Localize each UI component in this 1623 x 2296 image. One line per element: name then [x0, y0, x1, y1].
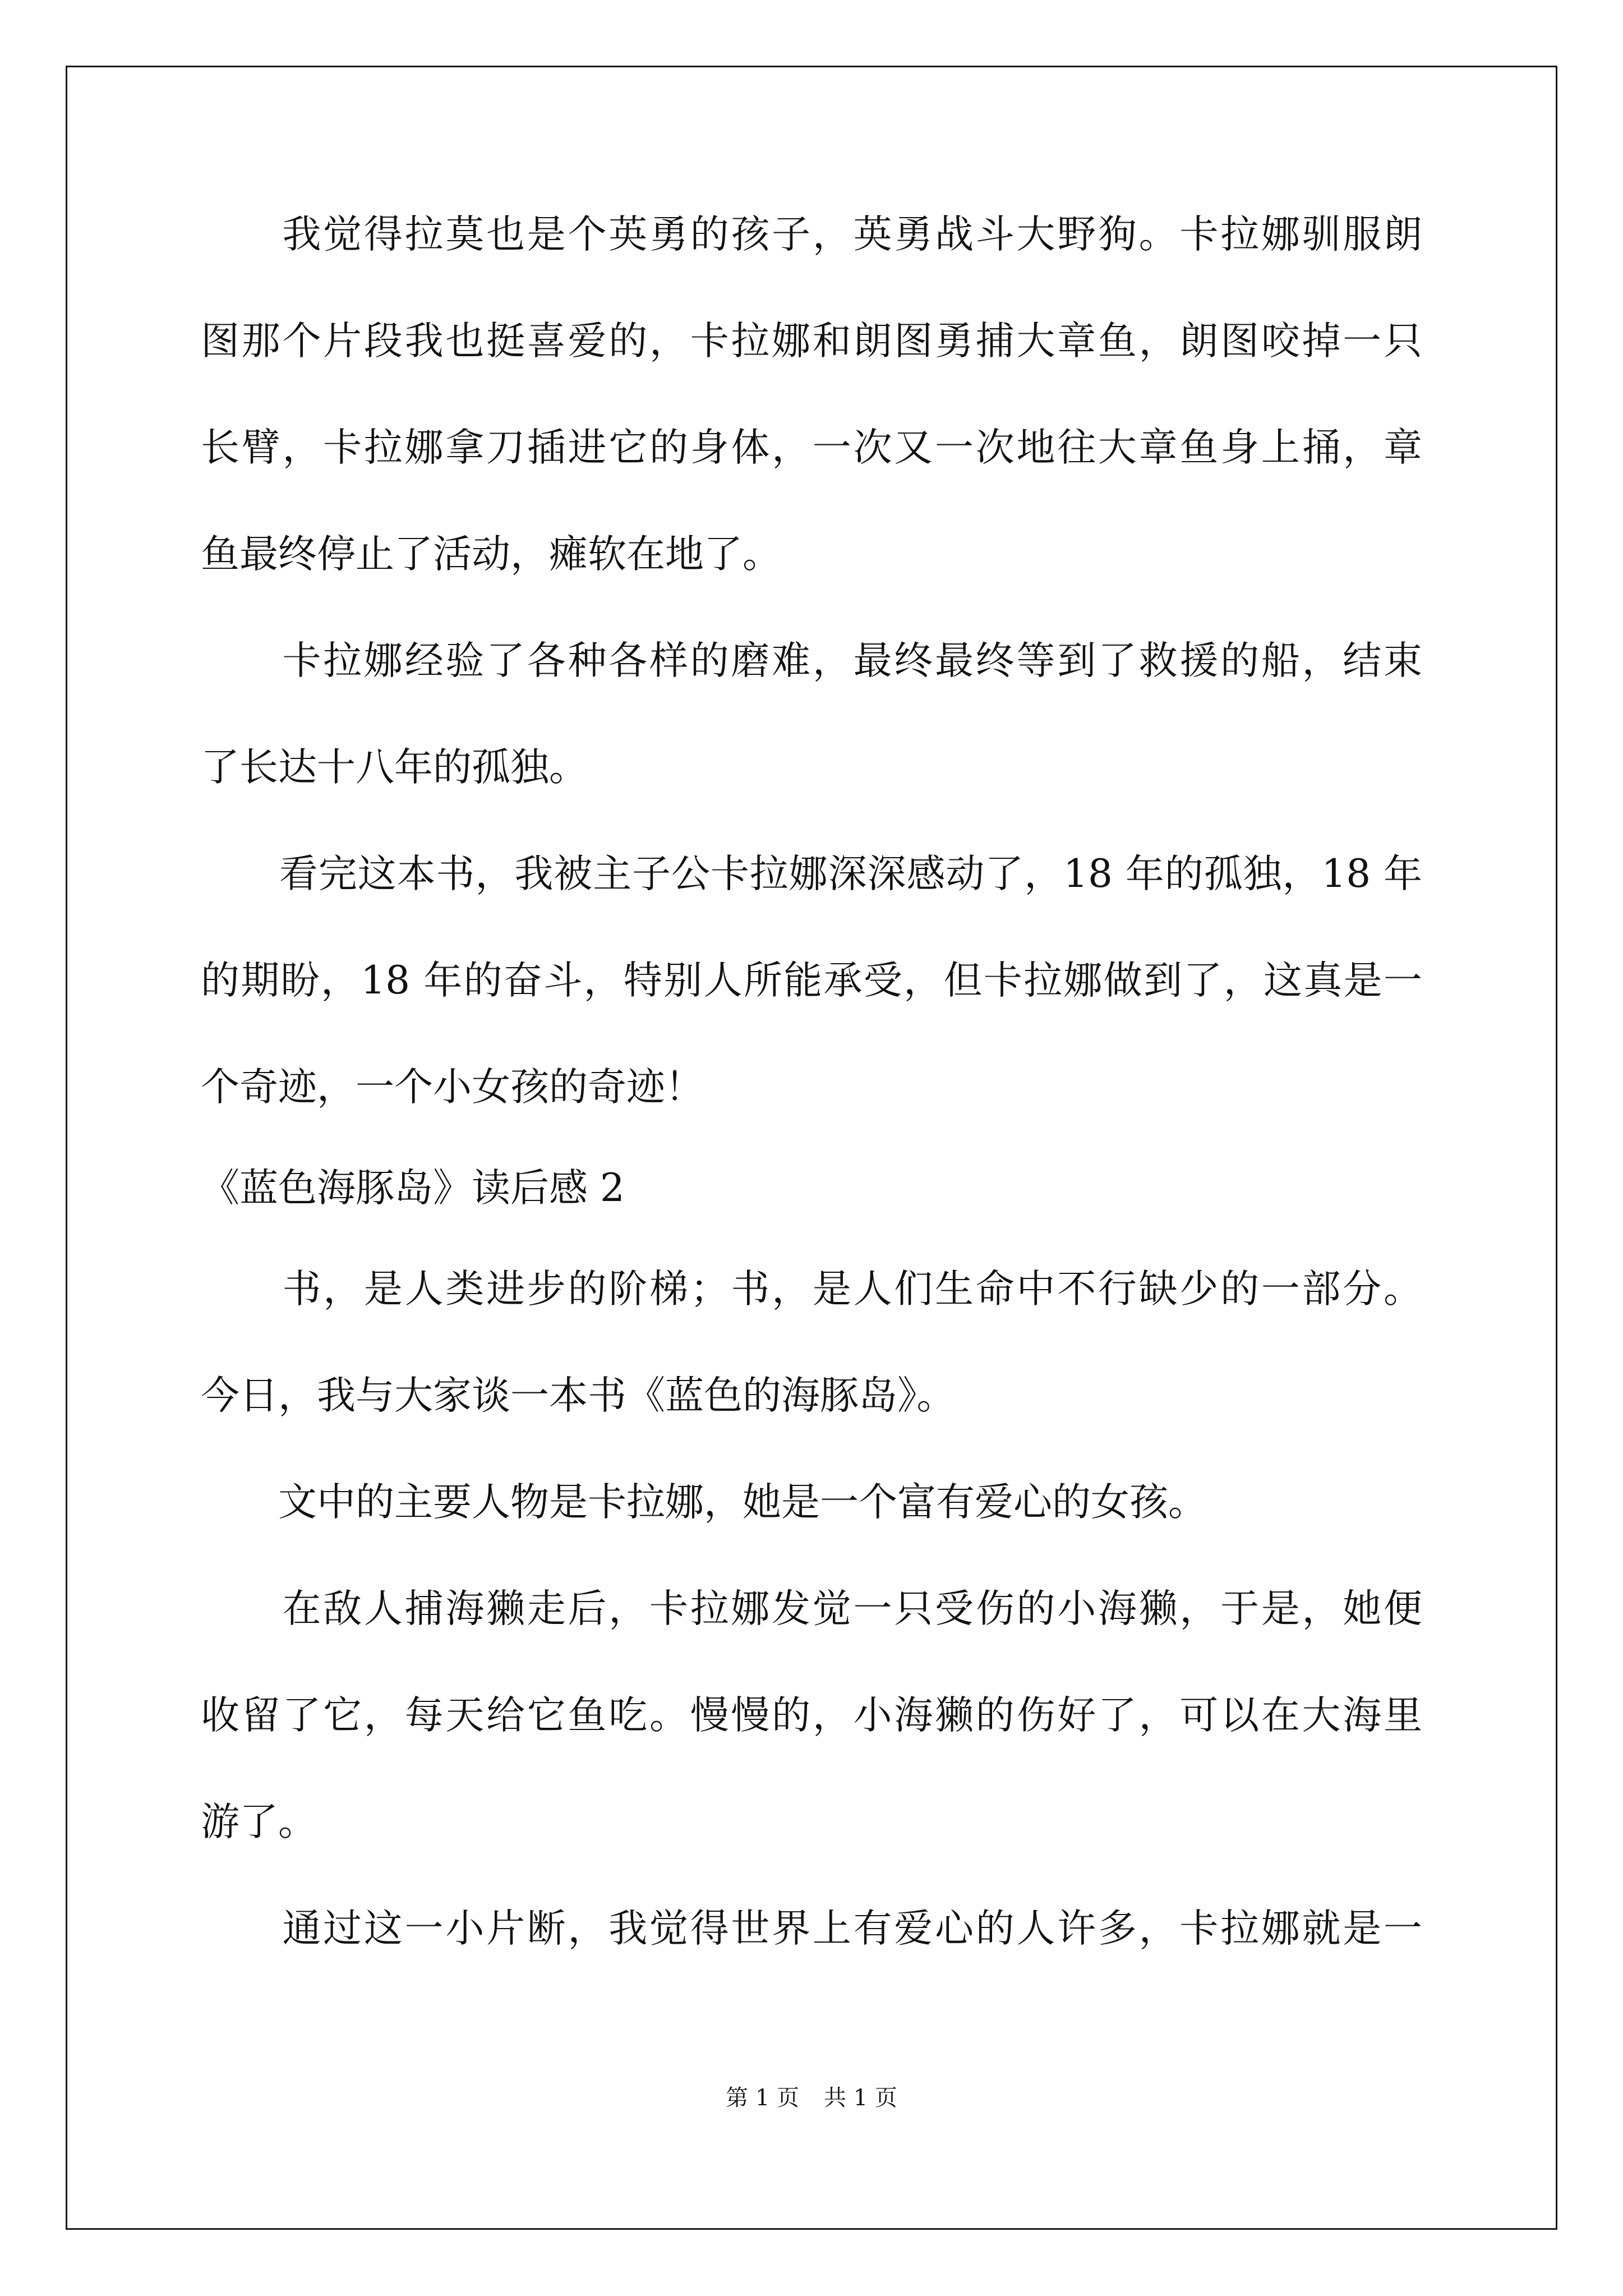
text-line: 通过这一小片断，我觉得世界上有爱心的人许多，卡拉娜就是一: [201, 1906, 1422, 1951]
text-line: 我觉得拉莫也是个英勇的孩子，英勇战斗大野狗。卡拉娜驯服朗: [201, 212, 1422, 257]
text-line: 个奇迹，一个小女孩的奇迹！: [201, 1065, 704, 1110]
text-line: 卡拉娜经验了各种各样的磨难，最终最终等到了救援的船，结束: [201, 638, 1422, 683]
text-line: 今日，我与大家谈一本书《蓝色的海豚岛》。: [201, 1373, 956, 1418]
text-line: 长臂，卡拉娜拿刀插进它的身体，一次又一次地往大章鱼身上捅，章: [201, 425, 1422, 470]
page-number: 第 1 页: [726, 2085, 799, 2111]
page-border: [66, 66, 1557, 2230]
text-line: 收留了它，每天给它鱼吃。慢慢的，小海獭的伤好了，可以在大海里: [201, 1693, 1422, 1738]
text-line: 鱼最终停止了活动，瘫软在地了。: [201, 532, 781, 577]
page-footer: [0, 2084, 1623, 2112]
text-line: 在敌人捕海獭走后，卡拉娜发觉一只受伤的小海獭，于是，她便: [201, 1586, 1422, 1631]
text-line: 书，是人类进步的阶梯；书，是人们生命中不行缺少的一部分。: [201, 1267, 1422, 1312]
text-line: 文中的主要人物是卡拉娜，她是一个富有爱心的女孩。: [201, 1480, 1207, 1525]
text-line: 图那个片段我也挺喜爱的，卡拉娜和朗图勇捕大章鱼，朗图咬掉一只: [201, 319, 1422, 364]
section-heading: 《蓝色海豚岛》读后感 2: [201, 1166, 625, 1211]
text-line: 了长达十八年的孤独。: [201, 745, 588, 790]
page-total: 共 1 页: [824, 2085, 897, 2111]
text-line: 看完这本书，我被主子公卡拉娜深深感动了，18 年的孤独，18 年: [201, 852, 1422, 896]
text-line: 的期盼，18 年的奋斗，特别人所能承受，但卡拉娜做到了，这真是一: [201, 958, 1422, 1003]
text-line: 游了。: [201, 1800, 317, 1844]
